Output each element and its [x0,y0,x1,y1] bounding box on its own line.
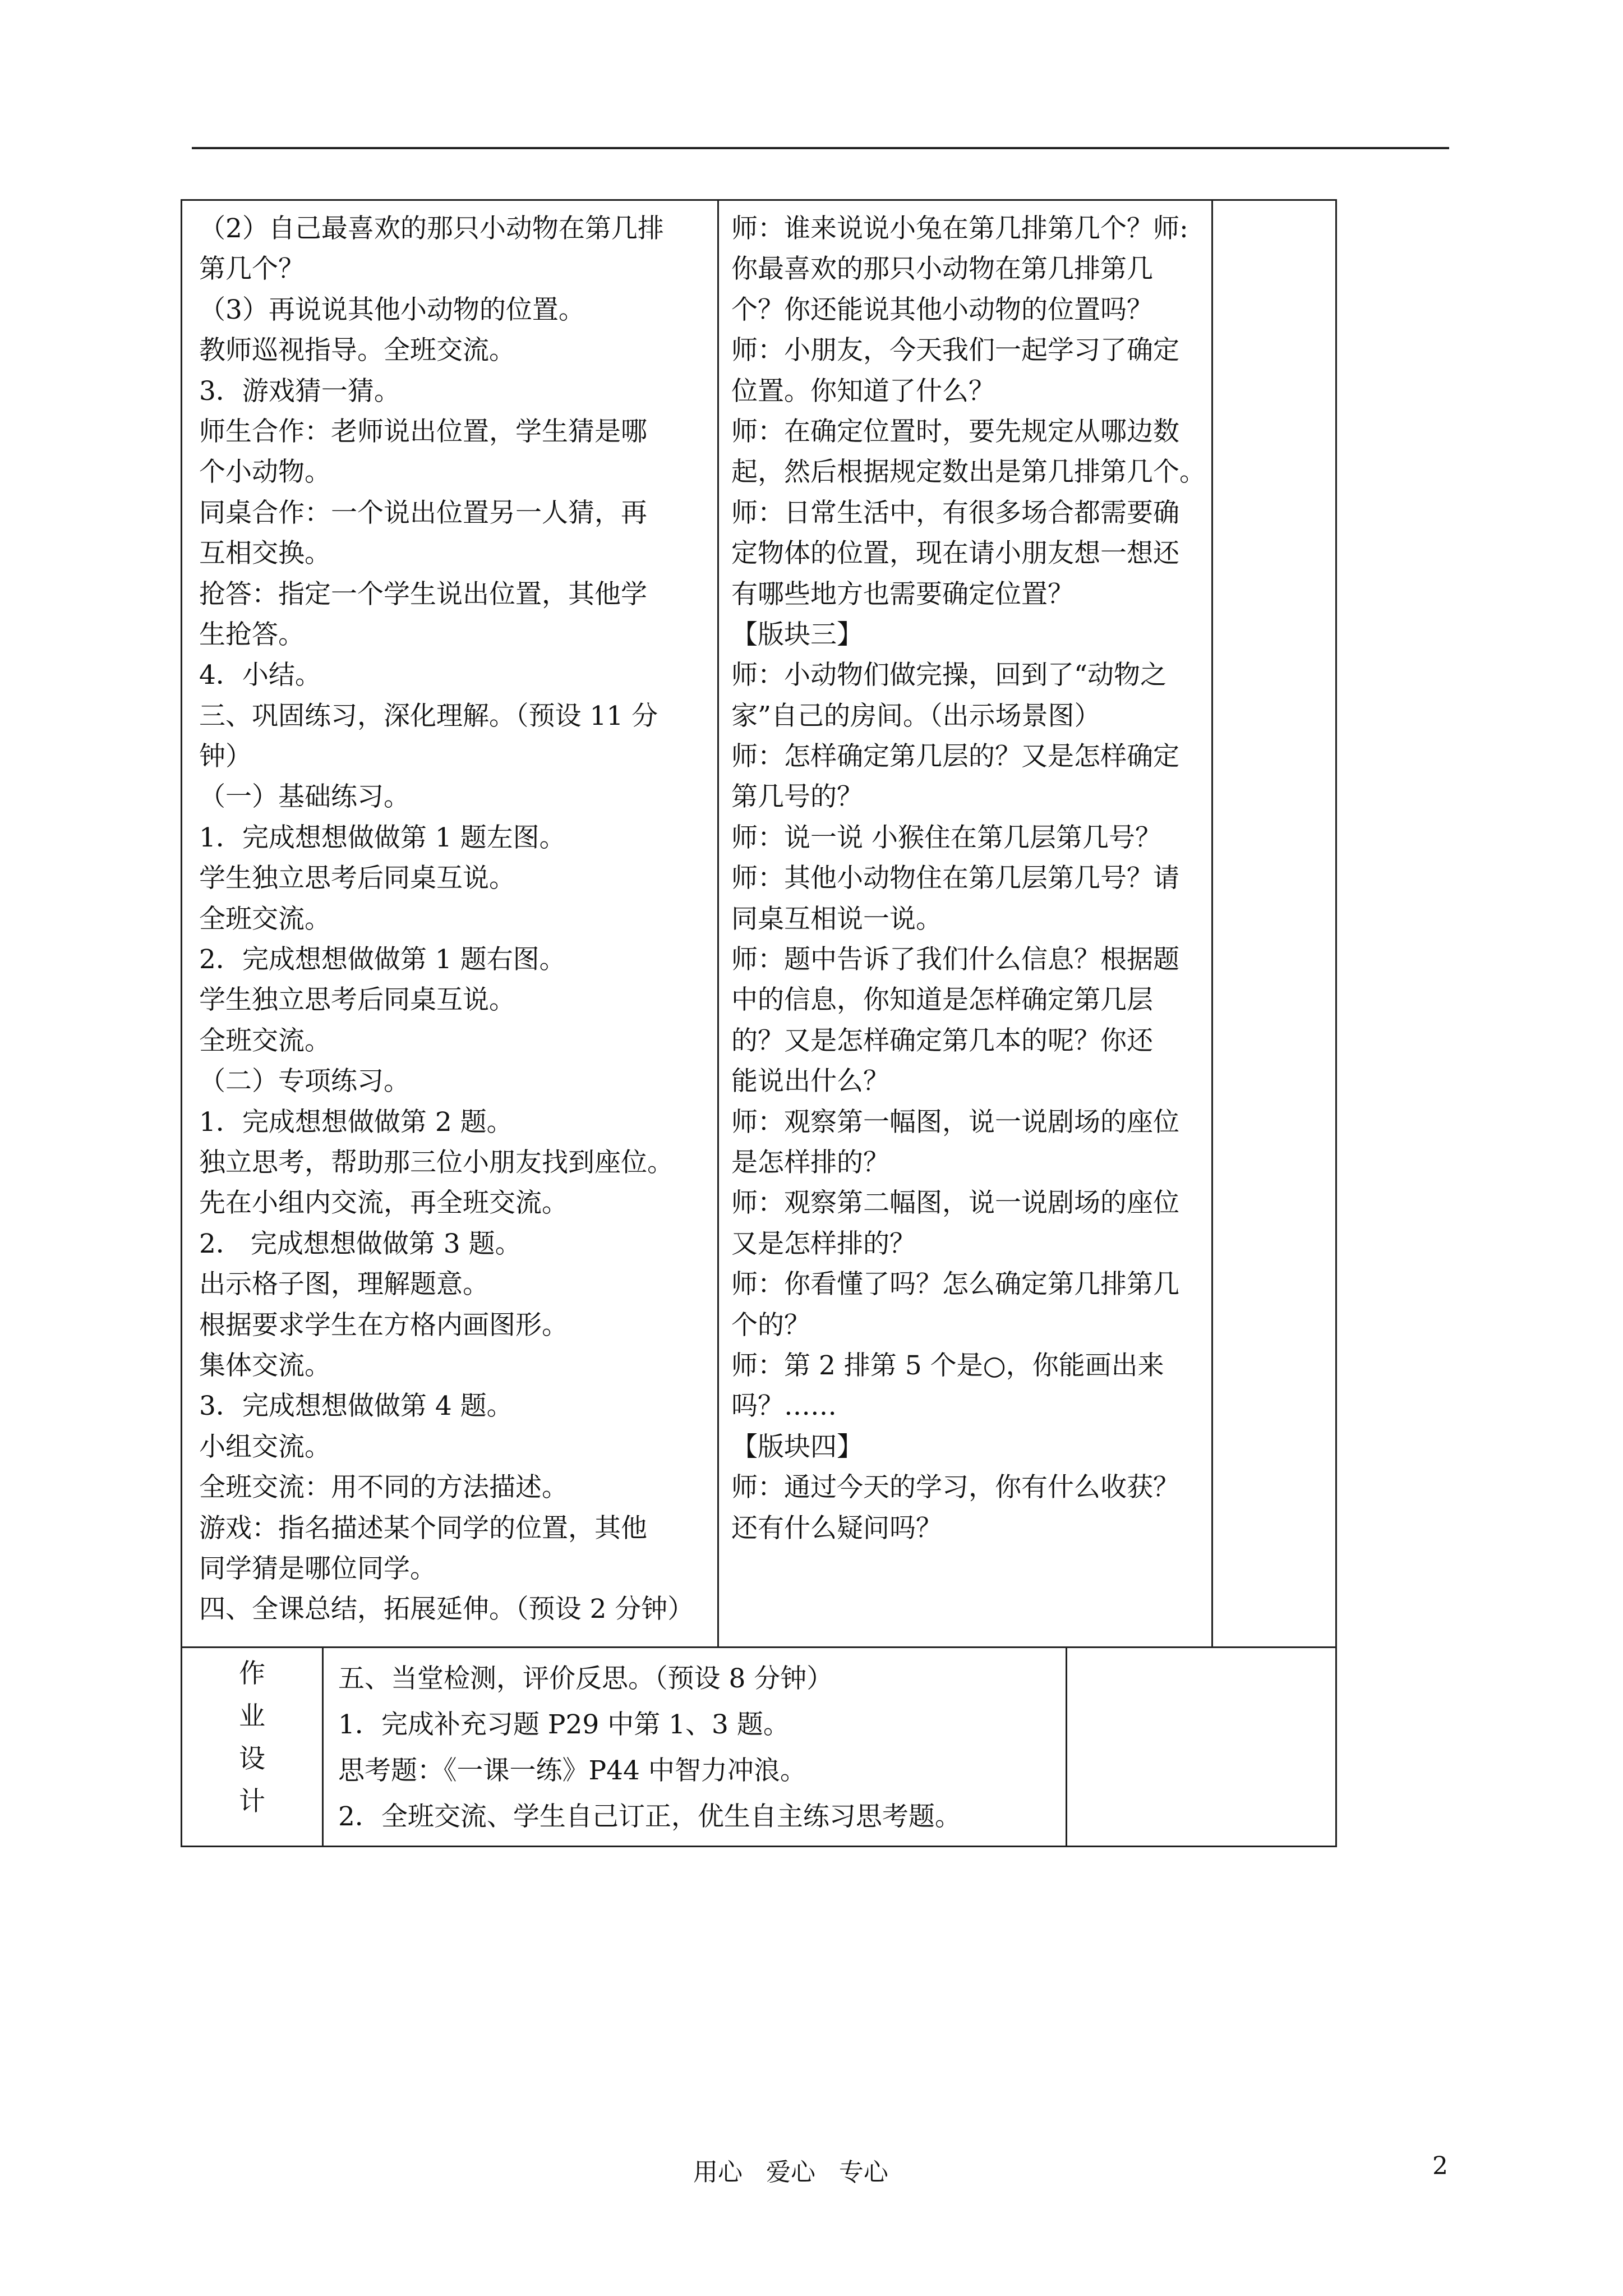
text-line: 教师巡视指导。全班交流。 [199,335,515,366]
text-line: 钟） [199,741,252,772]
text-line: 集体交流。 [199,1350,331,1381]
text-line: 2． 完成想想做做第 3 题。 [199,1228,522,1259]
homework-label-char: 业 [239,1701,265,1732]
text-line: 师：你看懂了吗？怎么确定第几排第几 [731,1269,1179,1300]
homework-line: 五、当堂检测，评价反思。（预设 8 分钟） [338,1663,833,1694]
text-line: 师：谁来说说小兔在第几排第几个？师: [731,213,1188,244]
text-line: 个小动物。 [199,457,331,488]
left-column-cell [181,199,719,1648]
text-line: 第几号的？ [731,781,863,813]
right-column-cell [717,199,1213,1648]
text-line: 四、全课总结，拓展延伸。（预设 2 分钟） [199,1594,694,1625]
text-line: 师：小动物们做完操，回到了“动物之 [731,660,1167,691]
text-line: 师：怎样确定第几层的？又是怎样确定 [731,741,1179,772]
text-line: 能说出什么？ [731,1066,889,1097]
text-line: 同桌互相说一说。 [731,903,942,935]
text-line: 师：说一说 小猴住在第几层第几号？ [731,822,1161,853]
text-line: 2．完成想想做做第 1 题右图。 [199,944,566,976]
homework-content-cell [322,1646,1067,1847]
lesson-plan-table [181,199,1337,1847]
text-line: 先在小组内交流，再全班交流。 [199,1188,568,1219]
text-line: 生抢答。 [199,619,305,650]
text-line: 师：通过今天的学习，你有什么收获？ [731,1472,1179,1503]
header-rule [192,147,1449,149]
text-line: 还有什么疑问吗？ [731,1512,942,1544]
footer-motto: 用心 爱心 专心 [693,2158,888,2187]
text-line: 师：观察第二幅图，说一说剧场的座位 [731,1188,1179,1219]
homework-label-char: 设 [239,1743,265,1774]
text-line: 师生合作：老师说出位置，学生猜是哪 [199,416,647,447]
text-line: 个的？ [731,1309,810,1341]
text-line: 小组交流。 [199,1431,331,1462]
text-line: 中的信息，你知道是怎样确定第几层 [731,984,1153,1016]
text-line: 根据要求学生在方格内画图形。 [199,1309,568,1341]
text-line: 你最喜欢的那只小动物在第几排第几 [731,254,1153,285]
text-line: 全班交流：用不同的方法描述。 [199,1472,568,1503]
homework-content [338,1656,1060,1840]
page-number: 2 [1432,2152,1448,2180]
text-line: 游戏：指名描述某个同学的位置，其他 [199,1512,647,1544]
text-line: 师：其他小动物住在第几层第几号？请 [731,863,1179,894]
text-line: 吗？…… [731,1391,837,1422]
text-line: 的？又是怎样确定第几本的呢？你还 [731,1025,1153,1056]
text-line: 有哪些地方也需要确定位置？ [731,578,1074,610]
homework-line: 1．完成补充习题 P29 中第 1、3 题。 [338,1709,790,1740]
text-line: 3．完成想想做做第 4 题。 [199,1391,513,1422]
homework-notes-cell [1066,1646,1337,1847]
notes-column-cell [1211,199,1337,1648]
text-line: 抢答：指定一个学生说出位置，其他学 [199,578,647,610]
text-line: 师：在确定位置时，要先规定从哪边数 [731,416,1179,447]
text-line: 独立思考，帮助那三位小朋友找到座位。 [199,1147,674,1178]
text-line: 同桌合作：一个说出位置另一人猜，再 [199,497,647,528]
text-line: （一）基础练习。 [199,781,410,813]
text-line: 定物体的位置，现在请小朋友想一想还 [731,538,1179,569]
left-column-text [199,209,712,1630]
text-line: 出示格子图，理解题意。 [199,1269,489,1300]
text-line: 师：观察第一幅图，说一说剧场的座位 [731,1106,1179,1138]
homework-line: 思考题：《一课一练》P44 中智力冲浪。 [338,1755,806,1786]
homework-label-cell [181,1646,324,1847]
text-line: 3．游戏猜一猜。 [199,375,400,407]
text-line: 师：第 2 排第 5 个是○，你能画出来 [731,1350,1164,1381]
right-column-text [731,209,1208,1549]
text-line: 位置。你知道了什么？ [731,375,995,407]
text-line: （3）再说说其他小动物的位置。 [199,294,585,325]
text-line: 学生独立思考后同桌互说。 [199,984,515,1016]
text-line: 1．完成想想做做第 1 题左图。 [199,822,566,853]
text-line: 学生独立思考后同桌互说。 [199,863,515,894]
text-line: 又是怎样排的？ [731,1228,916,1259]
homework-label-char: 计 [239,1786,265,1817]
text-line: 全班交流。 [199,903,331,935]
text-line: （2）自己最喜欢的那只小动物在第几排 [199,213,664,244]
text-line: 个？你还能说其他小动物的位置吗？ [731,294,1153,325]
text-line: 是怎样排的？ [731,1147,889,1178]
text-line: 第几个？ [199,254,305,285]
text-line: 【版块四】 [731,1431,863,1462]
homework-label-char: 作 [239,1658,265,1689]
homework-label [182,1657,322,1828]
text-line: 师：小朋友，今天我们一起学习了确定 [731,335,1179,366]
text-line: 全班交流。 [199,1025,331,1056]
text-line: 起，然后根据规定数出是第几排第几个。 [731,457,1206,488]
text-line: （二）专项练习。 [199,1066,410,1097]
text-line: 师：日常生活中，有很多场合都需要确 [731,497,1179,528]
text-line: 【版块三】 [731,619,863,650]
text-line: 家”自己的房间。（出示场景图） [731,700,1101,731]
text-line: 互相交换。 [199,538,331,569]
text-line: 三、巩固练习，深化理解。（预设 11 分 [199,700,658,731]
text-line: 1．完成想想做做第 2 题。 [199,1106,513,1138]
text-line: 师：题中告诉了我们什么信息？根据题 [731,944,1179,976]
text-line: 同学猜是哪位同学。 [199,1553,436,1584]
text-line: 4．小结。 [199,660,321,691]
homework-line: 2．全班交流、学生自己订正，优生自主练习思考题。 [338,1801,961,1832]
